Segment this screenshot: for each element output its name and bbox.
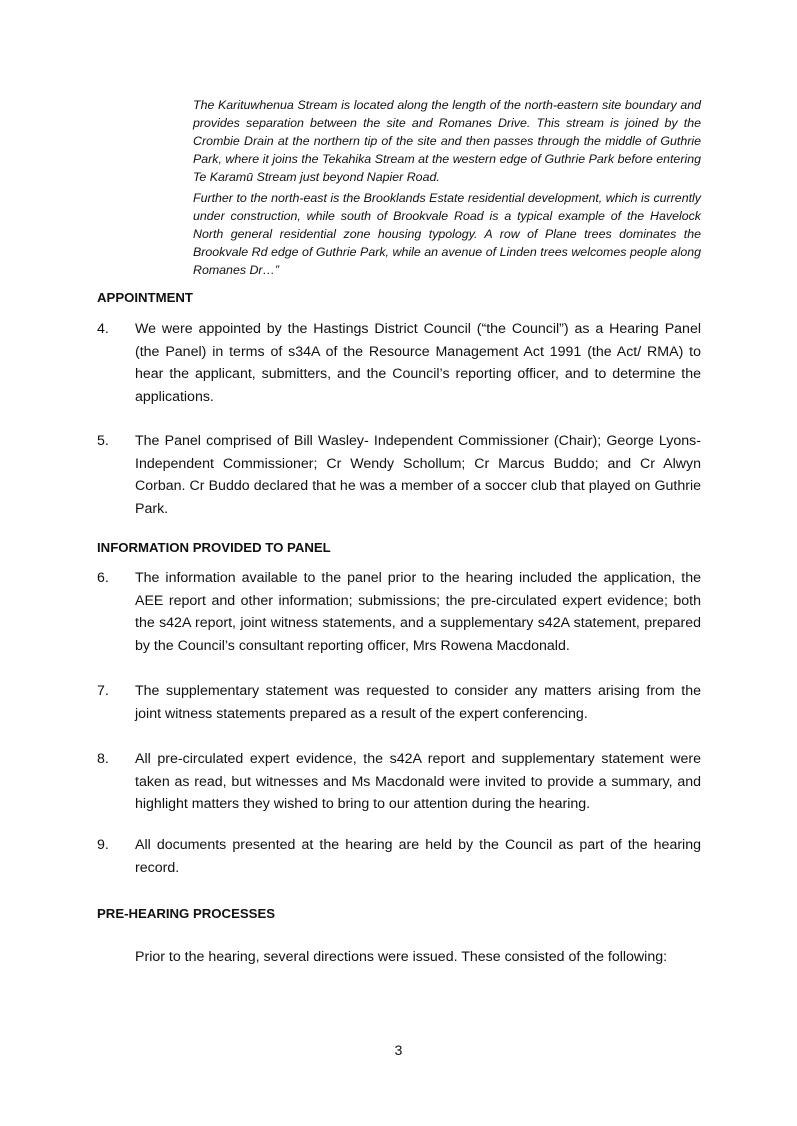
paragraph-text: All pre-circulated expert evidence, the s42A report and supplementary statement were taken as read, but witnesses and Ms Macdonald were invited to provide a summary, and highlight matters they wished to bring to our attention during the hearing.	[135, 751, 701, 813]
paragraph-5	[97, 430, 701, 520]
paragraph-text: We were appointed by the Hastings District Council (“the Council”) as a Hearing Panel (the Panel) in terms of s34A of the Resource Management Act 1991 (the Act/ RMA) to hear the applicant, submitters, and the Council’s reporting officer, and to determine the applications.	[135, 321, 701, 405]
paragraph-number: 7.	[97, 683, 109, 699]
paragraph-number: 8.	[97, 751, 109, 767]
page-number: 3	[394, 1043, 403, 1059]
pre-hearing-intro: Prior to the hearing, several directions were issued. These consisted of the following:	[135, 949, 668, 965]
paragraph-number: 6.	[97, 570, 109, 586]
paragraph-8	[97, 748, 701, 816]
paragraph-number: 9.	[97, 837, 109, 853]
quote-paragraph-1: The Karituwhenua Stream is located along the length of the north-eastern site boundary and provides separation between the site and Romanes Drive. This stream is joined by the Crombie Drain at the northern tip of the site and then passes through the middle of Guthrie Park, where it joins the Tekahika Stream at the western edge of Guthrie Park before entering Te Karamū Stream just beyond Napier Road.	[193, 98, 701, 184]
paragraph-number: 5.	[97, 433, 109, 449]
paragraph-text: All documents presented at the hearing are held by the Council as part of the hearing record.	[135, 837, 701, 876]
heading-appointment: APPOINTMENT	[97, 290, 193, 305]
paragraph-number: 4.	[97, 321, 109, 337]
heading-information-provided: INFORMATION PROVIDED TO PANEL	[97, 540, 331, 555]
paragraph-6	[97, 567, 701, 657]
heading-pre-hearing-processes: PRE-HEARING PROCESSES	[97, 906, 276, 921]
quote-paragraph-2: Further to the north-east is the Brooklands Estate residential development, which is currently under construction, while south of Brookvale Road is a typical example of the Havelock North general residential zone housing typology. A row of Plane trees dominates the Brookvale Rd edge of Guthrie Park, while an avenue of Linden trees welcomes people along Romanes Dr…”	[193, 191, 701, 277]
paragraph-text: The supplementary statement was requested to consider any matters arising from the joint witness statements prepared as a result of the expert conferencing.	[135, 683, 701, 722]
paragraph-4	[97, 318, 701, 408]
paragraph-7	[97, 680, 701, 725]
paragraph-9	[97, 834, 701, 879]
paragraph-text: The information available to the panel prior to the hearing included the application, the AEE report and other information; submissions; the pre-circulated expert evidence; both the s42A report, joint witness statements, and a supplementary s42A statement, prepared by the Council’s consultant reporting officer, Mrs Rowena Macdonald.	[135, 570, 701, 654]
paragraph-text: The Panel comprised of Bill Wasley- Independent Commissioner (Chair); George Lyons- Independent Commissioner; Cr Wendy Schollum; Cr Marcus Buddo; and Cr Alwyn Corban. Cr Buddo declared that he was a member of a soccer club that played on Guthrie Park.	[135, 433, 701, 517]
